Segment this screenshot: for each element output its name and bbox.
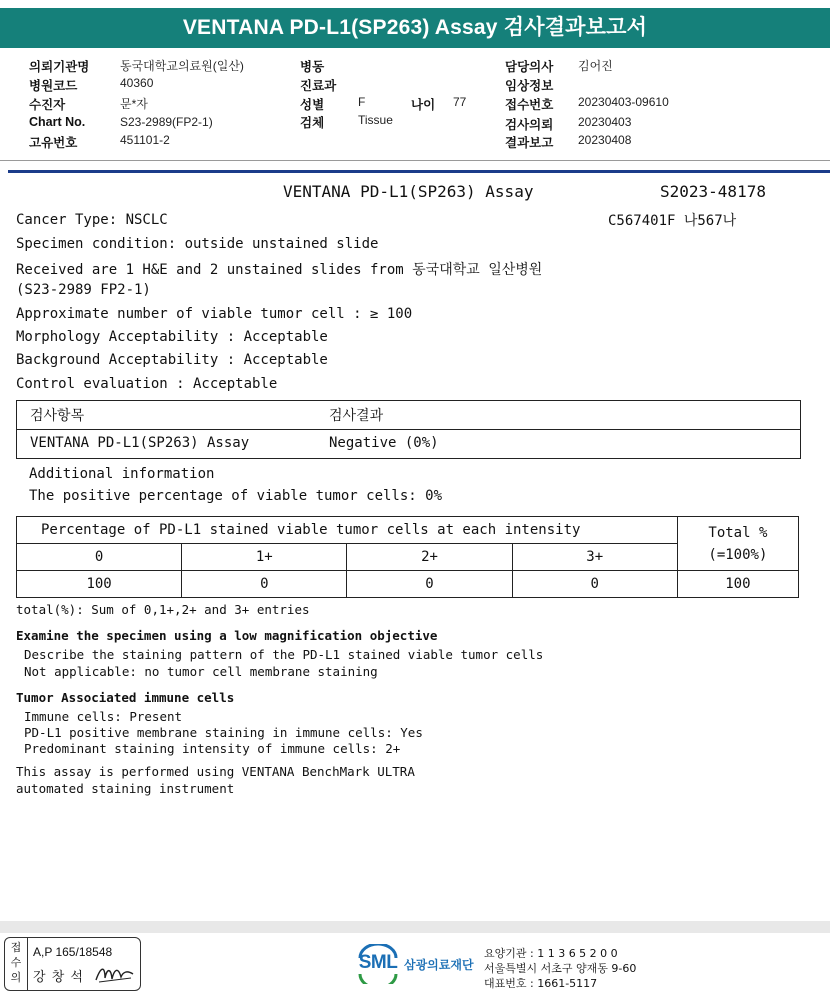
info-value: Tissue <box>358 113 393 127</box>
info-row: 병동 <box>300 60 325 74</box>
tumor-line: PD-L1 positive membrane staining in immune cells: Yes <box>24 725 423 740</box>
report-number: S2023-48178 <box>660 182 766 201</box>
info-value: 20230403 <box>578 115 632 129</box>
additional-text: The positive percentage of viable tumor cells: 0% <box>29 488 443 504</box>
report-header-title: VENTANA PD-L1(SP263) Assay 검사결과보고서 <box>0 8 830 48</box>
text-line: Received are 1 H&E and 2 unstained slides from 동국대학교 일산병원 <box>16 262 543 278</box>
stamp-side-label: 접수의 <box>10 941 22 984</box>
assay-title: VENTANA PD-L1(SP263) Assay <box>283 182 534 201</box>
info-value: 문*자 <box>120 97 148 111</box>
intensity-table <box>16 516 799 598</box>
intensity-level: 3+ <box>512 544 677 571</box>
info-value: S23-2989(FP2-1) <box>120 115 213 129</box>
text-line: Cancer Type: NSCLC <box>16 212 168 228</box>
code-label: C567401F 나567나 <box>608 213 737 229</box>
divider <box>0 160 830 161</box>
info-value: 77 <box>453 95 467 109</box>
result-table <box>16 400 801 459</box>
total-header: Total % (=100%) <box>677 517 798 571</box>
info-value: 김어진 <box>578 59 613 73</box>
result-head-item: 검사항목 <box>30 408 85 424</box>
info-value: 451101-2 <box>120 133 170 147</box>
additional-title: Additional information <box>29 466 215 482</box>
intensity-value: 0 <box>512 571 677 598</box>
info-value: 40360 <box>120 76 154 90</box>
address-line: 요양기관 : 1 1 3 6 5 2 0 0 <box>484 947 618 960</box>
info-row: 검사의뢰 <box>505 118 554 132</box>
examine-line: Not applicable: no tumor cell membrane staining <box>24 664 378 679</box>
signature-stamp <box>4 937 141 991</box>
text-line: Control evaluation : Acceptable <box>16 376 278 392</box>
examine-line: Describe the staining pattern of the PD-L1 stained viable tumor cells <box>24 647 544 662</box>
text-line: Background Acceptability : Acceptable <box>16 352 328 368</box>
result-item: VENTANA PD-L1(SP263) Assay <box>30 435 250 451</box>
intensity-header: Percentage of PD-L1 stained viable tumor cells at each intensity <box>17 517 678 544</box>
text-line: Specimen condition: outside unstained slide <box>16 236 379 252</box>
divider-thick <box>8 170 830 173</box>
footer-band <box>0 921 830 933</box>
info-value: 20230403-09610 <box>578 95 669 109</box>
org-name: 삼광의료재단 <box>404 958 474 972</box>
info-value: 동국대학교의료원(일산) <box>120 59 244 73</box>
tumor-line: Predominant staining intensity of immune cells: 2+ <box>24 741 401 756</box>
info-row: 병원코드 <box>29 79 78 93</box>
tumor-line: Immune cells: Present <box>24 709 183 724</box>
examine-title: Examine the specimen using a low magnification objective <box>16 628 438 643</box>
footer-line: This assay is performed using VENTANA BenchMark ULTRA <box>16 764 415 779</box>
intensity-level: 2+ <box>347 544 512 571</box>
result-head-result: 검사결과 <box>329 408 384 424</box>
intensity-value: 0 <box>347 571 512 598</box>
address-line: 서울특별시 서초구 양재동 9-60 <box>484 962 637 975</box>
text-line: Approximate number of viable tumor cell : ≥ 100 <box>16 306 413 322</box>
info-row: Chart No. <box>29 115 86 129</box>
intensity-level: 0 <box>17 544 182 571</box>
table-note: total(%): Sum of 0,1+,2+ and 3+ entries <box>16 602 310 617</box>
info-row: 접수번호 <box>505 98 554 112</box>
info-row: 임상정보 <box>505 79 554 93</box>
text-line: Morphology Acceptability : Acceptable <box>16 329 328 345</box>
footer-line: automated staining instrument <box>16 781 235 796</box>
info-row: 결과보고 <box>505 136 554 150</box>
intensity-total: 100 <box>677 571 798 598</box>
address-line: 대표번호 : 1661-5117 <box>484 977 598 990</box>
logo-text: SML <box>358 952 398 973</box>
info-value: F <box>358 95 366 109</box>
info-row: 성별 <box>300 98 325 112</box>
info-row: 담당의사 <box>505 60 554 74</box>
stamp-line1: A,P 165/18548 <box>33 945 113 959</box>
text-line: (S23-2989 FP2-1) <box>16 282 151 298</box>
info-row: 검체 <box>300 116 325 130</box>
stamp-name: 강 창 석 <box>33 970 84 985</box>
info-row: 나이 <box>411 98 436 112</box>
info-row: 고유번호 <box>29 136 78 150</box>
result-value: Negative (0%) <box>329 435 439 451</box>
signature-icon <box>93 962 137 986</box>
intensity-value: 100 <box>17 571 182 598</box>
info-row: 수진자 <box>29 98 66 112</box>
intensity-level: 1+ <box>182 544 347 571</box>
intensity-value: 0 <box>182 571 347 598</box>
info-row: 진료과 <box>300 79 337 93</box>
info-row: 의뢰기관명 <box>29 60 90 74</box>
tumor-title: Tumor Associated immune cells <box>16 690 235 705</box>
info-value: 20230408 <box>578 133 632 147</box>
